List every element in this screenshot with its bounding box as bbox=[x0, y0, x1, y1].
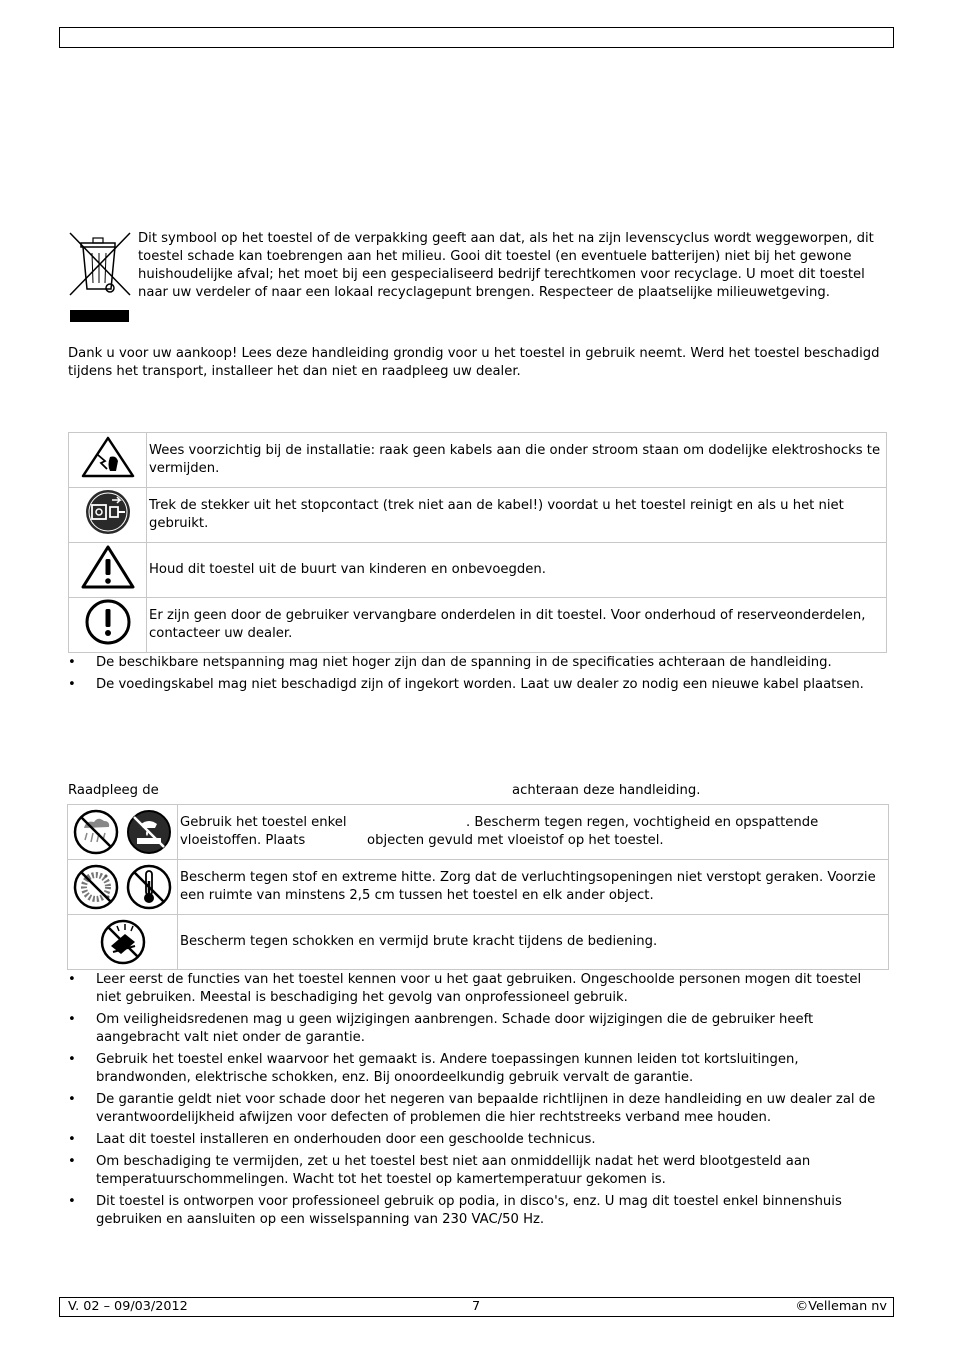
guideline-text: Gebruik het toestel enkel bbox=[180, 815, 347, 830]
list-item: • De beschikbare netspanning mag niet hoger zijn dan de spanning in de specificaties achteraan de handleiding. bbox=[68, 654, 888, 672]
table-row bbox=[69, 433, 887, 488]
table-cell: Wees voorzichtig bij de installatie: raak geen kabels aan die onder stroom staan om dodelijke elektroshocks te vermijden. bbox=[147, 433, 887, 488]
electric-shock-warning-icon bbox=[80, 435, 136, 479]
header-box bbox=[59, 27, 894, 48]
weee-crossed-bin-icon bbox=[67, 231, 133, 325]
table-cell: Er zijn geen door de gebruiker vervangbare onderdelen in dit toestel. Voor onderhoud of reserveonderdelen, contacteer uw dealer. bbox=[147, 598, 887, 653]
list-item: • Dit toestel is ontworpen voor professioneel gebruik op podia, in disco's, enz. U mag dit toestel enkel binnenshuis gebruiken en aansluiten op een wisselspanning van 230 VAC/50 Hz. bbox=[68, 1193, 888, 1229]
list-item: • Leer eerst de functies van het toestel kennen voor u het gaat gebruiken. Ongeschoolde personen mogen dit toestel niet gebruiken. Meestal is beschadiging het gevolg van onprofessioneel gebruik. bbox=[68, 971, 888, 1007]
table-cell: Bescherm tegen schokken en vermijd brute kracht tijdens de bediening. bbox=[178, 915, 889, 970]
footer-copyright: ©Velleman nv bbox=[795, 1299, 887, 1314]
bullet-list-power bbox=[68, 654, 888, 698]
no-dust-icon bbox=[72, 863, 120, 911]
guideline-text: objecten gevuld met vloeistof op het toestel. bbox=[367, 833, 664, 848]
raadpleeg-text-right: achteraan deze handleiding. bbox=[512, 783, 701, 798]
list-item: • Laat dit toestel installeren en onderhouden door een geschoolde technicus. bbox=[68, 1131, 888, 1149]
list-item: • De garantie geldt niet voor schade door het negeren van bepaalde richtlijnen in deze handleiding en uw dealer zal de verantwoordelijkheid afwijzen voor defecten of problemen die hier rechtstreeks verband mee houden. bbox=[68, 1091, 888, 1127]
table-row bbox=[69, 488, 887, 543]
list-item: • De voedingskabel mag niet beschadigd zijn of ingekort worden. Laat uw dealer zo nodig een nieuwe kabel plaatsen. bbox=[68, 676, 888, 694]
safety-table bbox=[68, 432, 887, 653]
list-item: • Om veiligheidsredenen mag u geen wijzigingen aanbrengen. Schade door wijzigingen die de gebruiker heeft aangebracht valt niet onder de garantie. bbox=[68, 1011, 888, 1047]
table-row bbox=[69, 543, 887, 598]
table-cell: Bescherm tegen stof en extreme hitte. Zorg dat de verluchtingsopeningen niet verstopt geraken. Voorzie een ruimte van minstens 2,5 cm tussen het toestel en elk ander object. bbox=[178, 860, 889, 915]
intro-paragraph: Dank u voor uw aankoop! Lees deze handleiding grondig voor u het toestel in gebruik neemt. Werd het toestel beschadigd tijdens het transport, installeer het dan niet en raadpleeg uw dealer. bbox=[68, 346, 880, 379]
table-row bbox=[68, 860, 889, 915]
footer-page-number: 7 bbox=[472, 1299, 481, 1314]
footer-version: V. 02 – 09/03/2012 bbox=[68, 1299, 188, 1314]
table-row bbox=[69, 598, 887, 653]
no-rain-icon bbox=[72, 808, 120, 856]
table-row bbox=[68, 915, 889, 970]
footer bbox=[59, 1297, 894, 1317]
no-shock-icon bbox=[99, 918, 147, 966]
table-cell bbox=[178, 805, 889, 860]
list-item: • Om beschadiging te vermijden, zet u het toestel best niet aan onmiddellijk nadat het werd blootgesteld aan temperatuurschommelingen. Wacht tot het toestel op kamertemperatuur gekomen is. bbox=[68, 1153, 888, 1189]
guidelines-table bbox=[67, 804, 889, 970]
no-liquids-icon bbox=[125, 808, 173, 856]
unplug-icon bbox=[84, 488, 132, 536]
guideline-text: vloeistoffen. Plaats bbox=[180, 833, 306, 848]
exclamation-circle-icon bbox=[84, 598, 132, 646]
no-heat-thermometer-icon bbox=[125, 863, 173, 911]
bullet-list-guidelines bbox=[68, 971, 888, 1233]
table-cell: Trek de stekker uit het stopcontact (trek niet aan de kabel!) voordat u het toestel reinigt en als u het niet gebruikt. bbox=[147, 488, 887, 543]
list-item: • Gebruik het toestel enkel waarvoor het gemaakt is. Andere toepassingen kunnen leiden tot kortsluitingen, brandwonden, elektrische schokken, enz. Bij onoordeelkundig gebruik vervalt de garantie. bbox=[68, 1051, 888, 1087]
caution-triangle-icon bbox=[80, 544, 136, 590]
guideline-text: . Bescherm tegen regen, vochtigheid en opspattende bbox=[466, 815, 819, 830]
raadpleeg-text-left: Raadpleeg de bbox=[68, 783, 159, 798]
table-cell: Houd dit toestel uit de buurt van kinderen en onbevoegden. bbox=[147, 543, 887, 598]
weee-notice: Dit symbool op het toestel of de verpakking geeft aan dat, als het na zijn levenscyclus wordt weggeworpen, dit toestel schade kan toebrengen aan het milieu. Gooi dit toestel (en eventuele batterijen) niet bij het gewone huishoudelijke afval; het moet bij een gespecialiseerd bedrijf terechtkomen voor recyclage. U moet dit toestel naar uw verdeler of naar een lokaal recyclagepunt brengen. Respecteer de plaatselijke milieuwetgeving. bbox=[138, 231, 874, 300]
table-row bbox=[68, 805, 889, 860]
